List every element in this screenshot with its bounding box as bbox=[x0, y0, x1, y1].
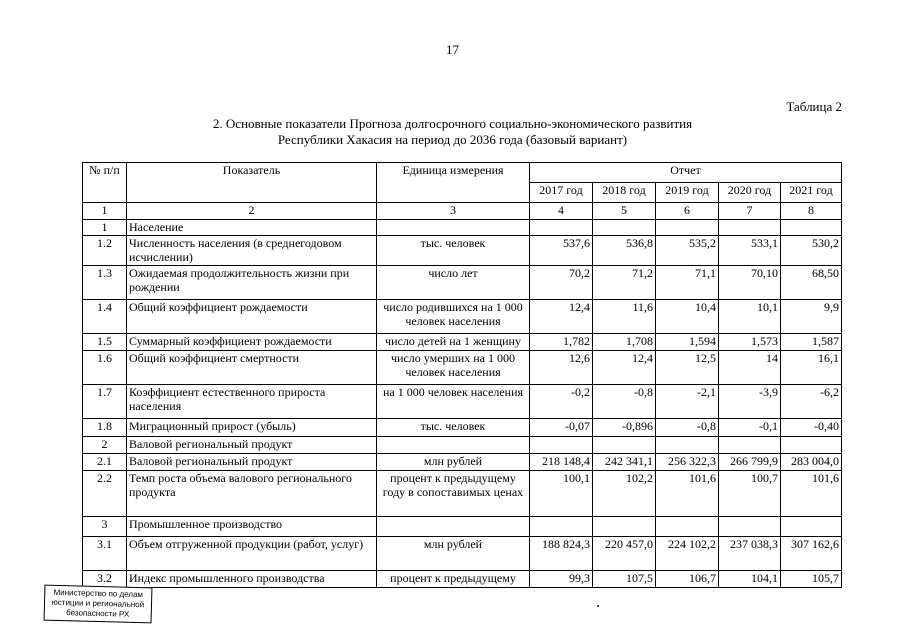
row-value: 218 148,4 bbox=[530, 454, 593, 471]
row-value: 188 824,3 bbox=[530, 537, 593, 571]
header-year: 2019 год bbox=[656, 183, 719, 203]
column-number: 4 bbox=[530, 203, 593, 220]
row-value bbox=[530, 220, 593, 236]
row-unit: тыс. человек bbox=[377, 419, 530, 437]
column-number: 2 bbox=[127, 203, 377, 220]
row-value: 1,782 bbox=[530, 334, 593, 351]
row-value: -6,2 bbox=[781, 385, 842, 419]
row-unit: млн рублей bbox=[377, 454, 530, 471]
row-value: 104,1 bbox=[719, 571, 781, 588]
indicators-table bbox=[82, 162, 842, 588]
header-num: № п/п bbox=[83, 163, 127, 203]
row-value: 100,1 bbox=[530, 471, 593, 517]
row-value: 536,8 bbox=[593, 236, 656, 266]
row-value bbox=[719, 220, 781, 236]
row-value: -0,8 bbox=[656, 419, 719, 437]
row-value: 99,3 bbox=[530, 571, 593, 588]
row-unit: число детей на 1 женщину bbox=[377, 334, 530, 351]
row-value: 10,4 bbox=[656, 300, 719, 334]
row-value: 533,1 bbox=[719, 236, 781, 266]
row-number: 2 bbox=[83, 437, 127, 454]
row-value bbox=[781, 220, 842, 236]
row-indicator: Население bbox=[127, 220, 377, 236]
row-value: 68,50 bbox=[781, 266, 842, 300]
row-value: 12,4 bbox=[530, 300, 593, 334]
header-year: 2020 год bbox=[719, 183, 781, 203]
row-value: 102,2 bbox=[593, 471, 656, 517]
row-value bbox=[530, 517, 593, 537]
row-number: 1.7 bbox=[83, 385, 127, 419]
table-row bbox=[83, 571, 842, 588]
stamp-line: безопасности РХ bbox=[66, 608, 130, 619]
row-value: 10,1 bbox=[719, 300, 781, 334]
header-row bbox=[83, 163, 842, 183]
table-row bbox=[83, 437, 842, 454]
column-number-row bbox=[83, 203, 842, 220]
row-value: -2,1 bbox=[656, 385, 719, 419]
row-unit: число родившихся на 1 000 человек населения bbox=[377, 300, 530, 334]
row-number: 1.3 bbox=[83, 266, 127, 300]
table-row bbox=[83, 266, 842, 300]
header-indicator: Показатель bbox=[127, 163, 377, 203]
row-unit: процент к предыдущему году в сопоставимых ценах bbox=[377, 471, 530, 517]
row-value bbox=[656, 220, 719, 236]
row-value: 237 038,3 bbox=[719, 537, 781, 571]
column-number: 5 bbox=[593, 203, 656, 220]
table-row bbox=[83, 220, 842, 236]
row-indicator: Темп роста объема валового регионального продукта bbox=[127, 471, 377, 517]
row-value: 70,2 bbox=[530, 266, 593, 300]
row-value: 1,594 bbox=[656, 334, 719, 351]
table-row bbox=[83, 454, 842, 471]
row-value bbox=[719, 517, 781, 537]
row-value: -0,896 bbox=[593, 419, 656, 437]
table-row bbox=[83, 385, 842, 419]
row-value: 12,5 bbox=[656, 351, 719, 385]
row-indicator: Валовой региональный продукт bbox=[127, 454, 377, 471]
row-indicator: Ожидаемая продолжительность жизни при рождении bbox=[127, 266, 377, 300]
row-unit bbox=[377, 517, 530, 537]
row-number: 1.8 bbox=[83, 419, 127, 437]
row-value: -0,1 bbox=[719, 419, 781, 437]
row-indicator: Численность населения (в среднегодовом исчислении) bbox=[127, 236, 377, 266]
row-indicator: Индекс промышленного производства bbox=[127, 571, 377, 588]
row-value: 100,7 bbox=[719, 471, 781, 517]
row-indicator: Коэффициент естественного прироста населения bbox=[127, 385, 377, 419]
row-value: -0,2 bbox=[530, 385, 593, 419]
row-value: 71,1 bbox=[656, 266, 719, 300]
row-value: 14 bbox=[719, 351, 781, 385]
table-row bbox=[83, 334, 842, 351]
row-value bbox=[593, 220, 656, 236]
row-value: 12,6 bbox=[530, 351, 593, 385]
row-value: 283 004,0 bbox=[781, 454, 842, 471]
row-number: 1.5 bbox=[83, 334, 127, 351]
row-value: 106,7 bbox=[656, 571, 719, 588]
row-value bbox=[781, 437, 842, 454]
column-number: 3 bbox=[377, 203, 530, 220]
table-row bbox=[83, 517, 842, 537]
row-value: 266 799,9 bbox=[719, 454, 781, 471]
row-value: 1,708 bbox=[593, 334, 656, 351]
stamp-line: юстиции и региональной bbox=[51, 597, 145, 610]
row-unit: процент к предыдущему bbox=[377, 571, 530, 588]
row-value bbox=[593, 437, 656, 454]
row-value: 101,6 bbox=[781, 471, 842, 517]
row-value: -3,9 bbox=[719, 385, 781, 419]
table-row bbox=[83, 537, 842, 571]
row-number: 1 bbox=[83, 220, 127, 236]
row-value: -0,8 bbox=[593, 385, 656, 419]
row-value: 530,2 bbox=[781, 236, 842, 266]
row-value: 535,2 bbox=[656, 236, 719, 266]
row-value: 11,6 bbox=[593, 300, 656, 334]
row-value: 12,4 bbox=[593, 351, 656, 385]
table-row bbox=[83, 236, 842, 266]
row-indicator: Объем отгруженной продукции (работ, услуг) bbox=[127, 537, 377, 571]
row-value: 1,573 bbox=[719, 334, 781, 351]
row-value bbox=[781, 517, 842, 537]
row-value bbox=[530, 437, 593, 454]
row-unit: число умерших на 1 000 человек населения bbox=[377, 351, 530, 385]
row-value: 9,9 bbox=[781, 300, 842, 334]
row-unit: число лет bbox=[377, 266, 530, 300]
title-line-2: Республики Хакасия на период до 2036 года (базовый вариант) bbox=[277, 132, 628, 147]
row-value: 537,6 bbox=[530, 236, 593, 266]
row-indicator: Общий коэффициент рождаемости bbox=[127, 300, 377, 334]
row-number: 1.2 bbox=[83, 236, 127, 266]
column-number: 7 bbox=[719, 203, 781, 220]
row-value: 220 457,0 bbox=[593, 537, 656, 571]
row-unit: млн рублей bbox=[377, 537, 530, 571]
table-row bbox=[83, 351, 842, 385]
document-title bbox=[0, 116, 905, 148]
row-value: 307 162,6 bbox=[781, 537, 842, 571]
row-number: 3.1 bbox=[83, 537, 127, 571]
row-value: 107,5 bbox=[593, 571, 656, 588]
row-value bbox=[656, 437, 719, 454]
header-unit: Единица измерения bbox=[377, 163, 530, 203]
row-value bbox=[593, 517, 656, 537]
row-number: 2.2 bbox=[83, 471, 127, 517]
row-unit: тыс. человек bbox=[377, 236, 530, 266]
row-indicator: Общий коэффициент смертности bbox=[127, 351, 377, 385]
row-unit bbox=[377, 220, 530, 236]
table-label: Таблица 2 bbox=[786, 99, 842, 114]
stamp-line: Министерство по делам bbox=[53, 587, 144, 600]
ministry-stamp bbox=[44, 585, 153, 624]
row-number: 3.2 bbox=[83, 571, 127, 588]
table-row bbox=[83, 419, 842, 437]
column-number: 6 bbox=[656, 203, 719, 220]
header-report: Отчет bbox=[530, 163, 842, 183]
page-number: 17 bbox=[446, 42, 459, 57]
row-number: 1.4 bbox=[83, 300, 127, 334]
row-indicator: Промышленное производство bbox=[127, 517, 377, 537]
table-row bbox=[83, 300, 842, 334]
row-value: 105,7 bbox=[781, 571, 842, 588]
row-indicator: Миграционный прирост (убыль) bbox=[127, 419, 377, 437]
row-value: 242 341,1 bbox=[593, 454, 656, 471]
row-number: 3 bbox=[83, 517, 127, 537]
header-year: 2017 год bbox=[530, 183, 593, 203]
row-unit: на 1 000 человек населения bbox=[377, 385, 530, 419]
speck-mark bbox=[597, 605, 599, 607]
row-value: -0,40 bbox=[781, 419, 842, 437]
column-number: 8 bbox=[781, 203, 842, 220]
row-value: 256 322,3 bbox=[656, 454, 719, 471]
header-year: 2018 год bbox=[593, 183, 656, 203]
row-value: 16,1 bbox=[781, 351, 842, 385]
row-value: 224 102,2 bbox=[656, 537, 719, 571]
row-number: 2.1 bbox=[83, 454, 127, 471]
header-year: 2021 год bbox=[781, 183, 842, 203]
table-row bbox=[83, 471, 842, 517]
row-value: 71,2 bbox=[593, 266, 656, 300]
row-value: 70,10 bbox=[719, 266, 781, 300]
row-value: 101,6 bbox=[656, 471, 719, 517]
row-number: 1.6 bbox=[83, 351, 127, 385]
row-indicator: Суммарный коэффициент рождаемости bbox=[127, 334, 377, 351]
row-indicator: Валовой региональный продукт bbox=[127, 437, 377, 454]
column-number: 1 bbox=[83, 203, 127, 220]
row-value: 1,587 bbox=[781, 334, 842, 351]
row-value bbox=[656, 517, 719, 537]
row-value: -0,07 bbox=[530, 419, 593, 437]
row-unit bbox=[377, 437, 530, 454]
row-value bbox=[719, 437, 781, 454]
title-line-1: 2. Основные показатели Прогноза долгосрочного социально-экономического развития bbox=[212, 116, 693, 131]
